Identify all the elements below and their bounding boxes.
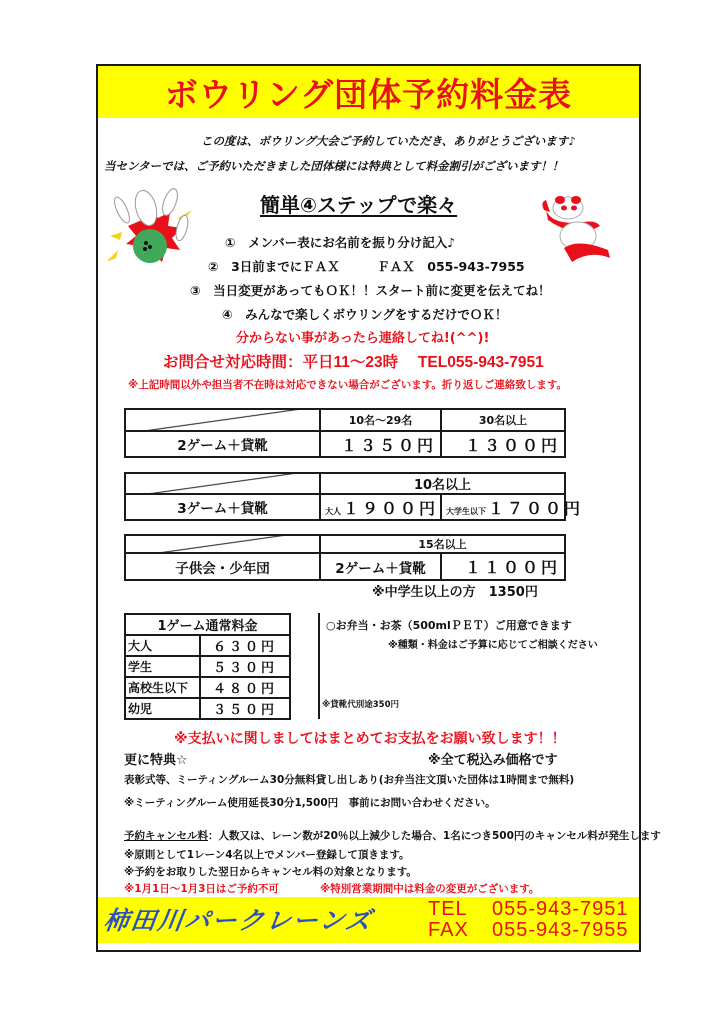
adult-value: １９００円 bbox=[343, 498, 439, 518]
kids-plan: 2ゲーム＋貸靴 bbox=[320, 553, 441, 580]
payment-notice: ※支払いに関しましてはまとめてお支払をお願い致します！！ bbox=[174, 731, 566, 747]
intro-discount: 当センターでは、ご予約いただきました団体様には特典として料金割引がございます！！ bbox=[104, 159, 564, 173]
tel-label: TEL bbox=[428, 898, 468, 920]
step-3: ③ 当日変更があってもＯＫ！！スタート前に変更を伝えてね！ bbox=[190, 283, 551, 298]
diagonal-cell bbox=[125, 409, 320, 431]
bonus-label: 更に特典☆ bbox=[124, 753, 188, 768]
tel-number: 055-943-7951 bbox=[492, 898, 629, 920]
cancel-rule-1: ※原則として1レーン4名以上でメンバー登録して頂きます。 bbox=[124, 849, 410, 861]
cancel-rule-2: ※予約をお取りした翌日からキャンセル料の対象となります。 bbox=[124, 866, 417, 878]
row-label-2game: 2ゲーム＋貸靴 bbox=[125, 431, 320, 457]
diagonal-cell bbox=[125, 473, 320, 494]
single-price-infant: ３５０円 bbox=[200, 698, 290, 719]
tax-included-note: ※全て税込み価格です bbox=[428, 753, 558, 768]
step-1: ① メンバー表にお名前を振り分け記入♪ bbox=[225, 235, 456, 250]
single-label-student: 学生 bbox=[125, 656, 200, 677]
bento-note: ※種類・料金はご予算に応じてご相談ください bbox=[388, 640, 598, 651]
footer-banner bbox=[98, 897, 639, 943]
header-30-plus: 30名以上 bbox=[441, 409, 565, 431]
header-15-plus: 15名以上 bbox=[320, 535, 565, 553]
single-table-divider bbox=[318, 613, 320, 719]
single-game-heading: 1ゲーム通常料金 bbox=[125, 614, 290, 635]
cancel-fee bbox=[124, 828, 661, 843]
footer-tel bbox=[428, 899, 629, 920]
single-label-highschool: 高校生以下 bbox=[125, 677, 200, 698]
single-game-table bbox=[124, 613, 291, 720]
price-10-29: １３５０円 bbox=[320, 431, 441, 457]
middle-school-note: ※中学生以上の方 1350円 bbox=[372, 585, 538, 600]
meeting-room-note: 表彰式等、ミーティングルーム30分無料貸し出しあり(お弁当注文頂いた団体は1時間まで無料) bbox=[124, 774, 575, 786]
cancel-fee-label: 予約キャンセル料 bbox=[124, 830, 208, 842]
footer-fax bbox=[428, 920, 629, 941]
intro-thanks: この度は、ボウリング大会ご予約していただき、ありがとうございます♪ bbox=[201, 134, 576, 148]
diagonal-cell bbox=[125, 535, 320, 553]
cancel-fee-text: ：人数又は、レーン数が20％以上減少した場合、1名につき500円のキャンセル料が発生します bbox=[208, 830, 661, 842]
bowling-strike-icon bbox=[108, 188, 203, 278]
steps-heading: 簡単④ステップで楽々 bbox=[260, 193, 458, 217]
meeting-room-extension: ※ミーティングルーム使用延長30分1,500円 事前にお問い合わせください。 bbox=[124, 797, 496, 809]
contact-help: 分からない事があったら連絡してね!(^^)! bbox=[236, 331, 490, 346]
header-10-plus: 10名以上 bbox=[320, 473, 565, 494]
adult-label: 大人 bbox=[325, 506, 341, 516]
page-title: ボウリング団体予約料金表 bbox=[164, 74, 573, 114]
student-label: 大学生以下 bbox=[446, 506, 486, 516]
single-label-adult: 大人 bbox=[125, 635, 200, 656]
title-banner bbox=[98, 66, 639, 118]
bento-offer: ○お弁当・お茶（500mlＰＥＴ）ご用意できます bbox=[326, 619, 572, 632]
price-student bbox=[441, 494, 584, 520]
two-game-price-table bbox=[124, 408, 566, 458]
contact-numbers bbox=[428, 899, 629, 941]
header-10-29: 10名～29名 bbox=[320, 409, 441, 431]
step-2: ② 3日前までにＦＡＸ ＦＡＸ 055-943-7955 bbox=[208, 259, 525, 274]
brand-logo: 柿田川パークレーンズ bbox=[101, 906, 375, 935]
fax-label: FAX bbox=[428, 919, 469, 941]
fax-number: 055-943-7955 bbox=[492, 919, 629, 941]
kids-price: １１００円 bbox=[441, 553, 565, 580]
step-4: ④ みんなで楽しくボウリングをするだけでＯＫ！ bbox=[222, 307, 508, 322]
price-30-plus: １３００円 bbox=[441, 431, 565, 457]
special-period-notice: ※特別営業期間中は料金の変更がございます。 bbox=[320, 883, 540, 895]
row-label-kids: 子供会・少年団 bbox=[125, 553, 320, 580]
contact-notice: ※上記時間以外や担当者不在時は対応できない場合がございます。折り返しご連絡致します。 bbox=[128, 379, 568, 391]
panda-icon bbox=[538, 192, 618, 264]
three-game-price-table bbox=[124, 472, 584, 521]
contact-hours: お問合せ対応時間：平日11～23時 TEL055-943-7951 bbox=[163, 354, 544, 371]
row-label-3game: 3ゲーム＋貸靴 bbox=[125, 494, 320, 520]
single-price-adult: ６３０円 bbox=[200, 635, 290, 656]
price-sheet bbox=[96, 64, 661, 952]
new-year-notice: ※1月1日～1月3日はご予約不可 bbox=[124, 883, 279, 895]
single-label-infant: 幼児 bbox=[125, 698, 200, 719]
single-price-highschool: ４８０円 bbox=[200, 677, 290, 698]
single-price-student: ５３０円 bbox=[200, 656, 290, 677]
student-value: １７００円 bbox=[488, 498, 584, 518]
kids-price-table bbox=[124, 534, 566, 581]
price-adult bbox=[320, 494, 441, 520]
shoe-rental-note: ※貸靴代別途350円 bbox=[322, 700, 400, 710]
